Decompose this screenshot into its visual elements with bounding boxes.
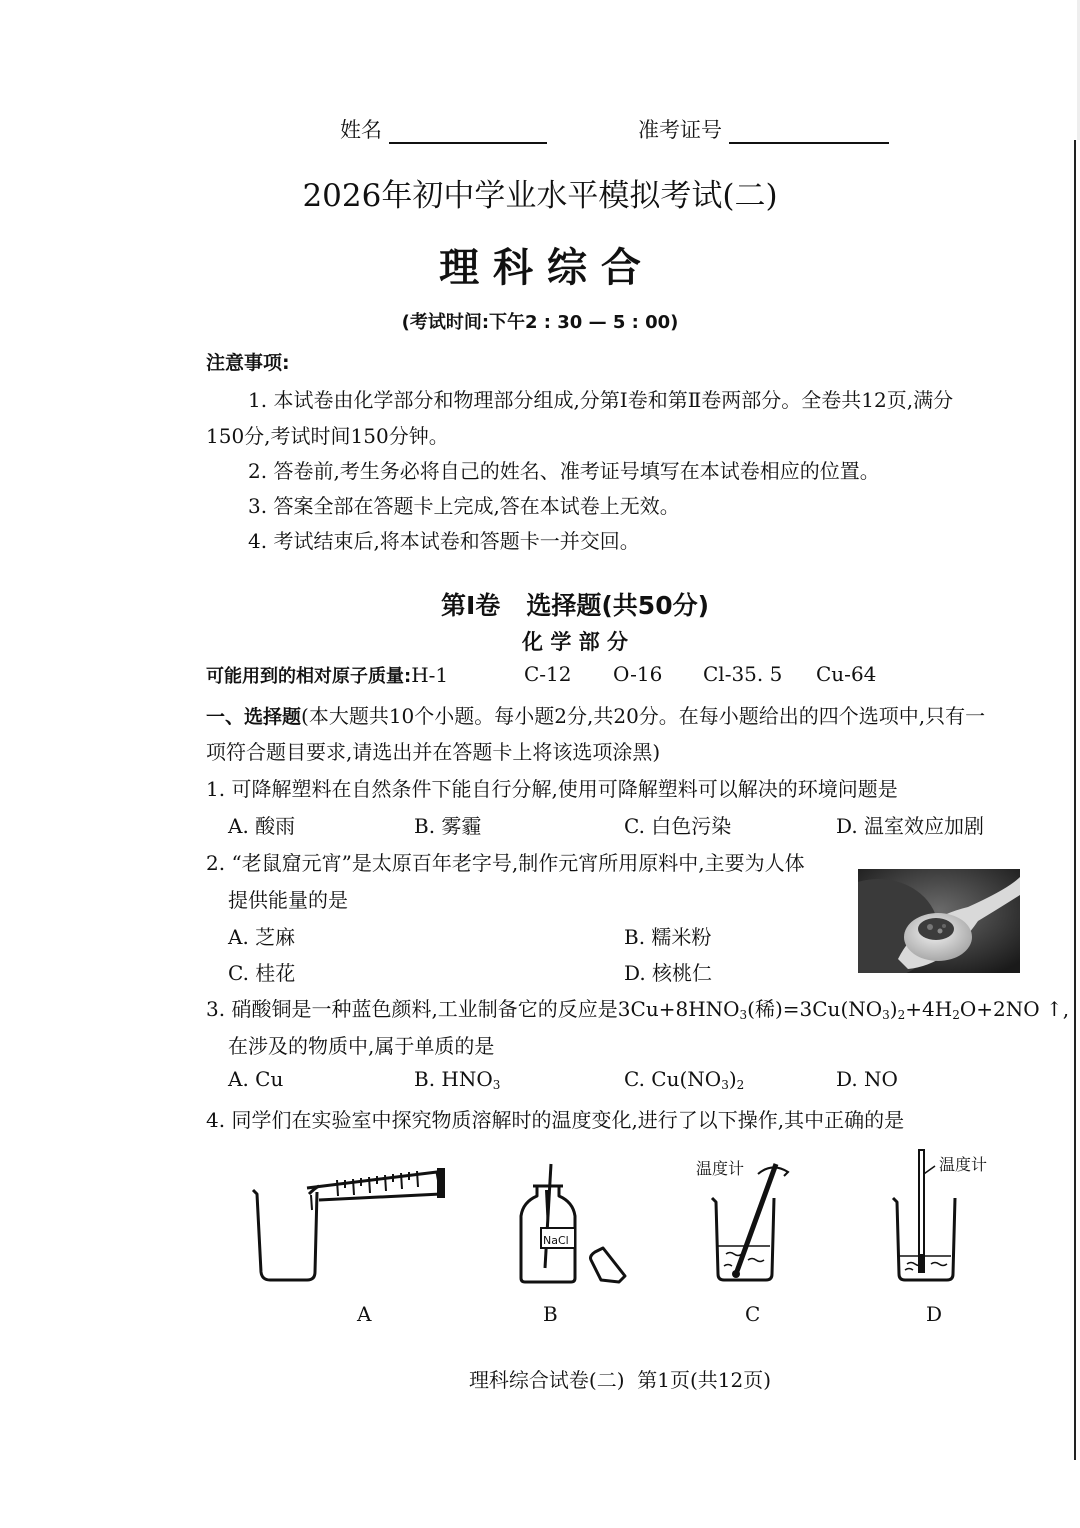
q4-label-a: A <box>357 1302 372 1326</box>
q2-stem-cont: 提供能量的是 <box>228 888 348 912</box>
q3-stem-text: 3. 硝酸铜是一种蓝色颜料,工业制备它的反应是 <box>206 997 618 1021</box>
notice-item-2: 2. 答卷前,考生务必将自己的姓名、准考证号填写在本试卷相应的位置。 <box>248 459 880 483</box>
atomic-mass-cu: Cu-64 <box>816 662 877 686</box>
q3-equation: $3Cu+8HNO_3$(稀)$=3Cu(NO_3)_2+4H_2O+2NO$ ↑, <box>617 997 1070 1022</box>
exam-time: (考试时间:下午2 : 30 — 5 : 00) <box>401 312 679 333</box>
q3-stem <box>206 993 1069 1022</box>
ticket-row <box>638 114 889 144</box>
q2-option-d: D. 核桃仁 <box>624 961 713 985</box>
atomic-mass-label: 可能用到的相对原子质量: <box>206 666 412 687</box>
q1-option-c: C. 白色污染 <box>624 814 732 838</box>
atomic-mass-c: C-12 <box>524 662 572 686</box>
notice-item-1-cont: 150分,考试时间150分钟。 <box>206 424 449 448</box>
q2-option-b: B. 糯米粉 <box>624 925 712 949</box>
q2-option-c: C. 桂花 <box>228 961 296 985</box>
q1-option-a: A. 酸雨 <box>228 814 296 838</box>
q3-option-d: D. NO <box>836 1067 898 1091</box>
page-footer: 理科综合试卷(二) 第1页(共12页) <box>468 1368 772 1392</box>
q3-stem-cont: 在涉及的物质中,属于单质的是 <box>228 1034 495 1058</box>
q2-option-a: A. 芝麻 <box>228 925 296 949</box>
thermometer-label-d: 温度计 <box>939 1155 988 1174</box>
atomic-mass-cl: Cl-35. 5 <box>703 662 783 686</box>
name-label: 姓名 <box>340 118 382 142</box>
q4-figure-d <box>885 1146 1005 1286</box>
thermometer-label-c: 温度计 <box>696 1159 745 1178</box>
yuanxiao-photo <box>858 869 1020 973</box>
notice-heading: 注意事项: <box>206 352 290 374</box>
atomic-mass-o: O-16 <box>613 662 663 686</box>
nacl-label: NaCl <box>543 1234 569 1247</box>
part-heading: 一、选择题 <box>206 706 302 728</box>
atomic-mass-h: H-1 <box>411 663 449 687</box>
q4-figure-c <box>692 1150 802 1285</box>
q4-label-d: D <box>926 1302 943 1326</box>
part-intro-line2: 项符合题目要求,请选出并在答题卡上将该选项涂黑) <box>206 740 661 764</box>
part-intro-line1: (本大题共10个小题。每小题2分,共20分。在每小题给出的四个选项中,只有一 <box>301 704 986 728</box>
ticket-blank <box>729 116 889 144</box>
atomic-mass-row <box>206 662 448 688</box>
q1-option-d: D. 温室效应加剧 <box>836 814 985 838</box>
q4-stem: 4. 同学们在实验室中探究物质溶解时的温度变化,进行了以下操作,其中正确的是 <box>206 1108 905 1132</box>
notice-item-1: 1. 本试卷由化学部分和物理部分组成,分第Ⅰ卷和第Ⅱ卷两部分。全卷共12页,满分 <box>248 388 954 412</box>
q3-option-b: B. $HNO_3$ <box>414 1067 501 1092</box>
notice-item-3: 3. 答案全部在答题卡上完成,答在本试卷上无效。 <box>248 494 680 518</box>
q1-stem: 1. 可降解塑料在自然条件下能自行分解,使用可降解塑料可以解决的环境问题是 <box>206 777 898 801</box>
section-subtitle: 化 学 部 分 <box>522 630 628 654</box>
q3-option-a: A. Cu <box>228 1067 284 1091</box>
section-title: 第Ⅰ卷 选择题(共50分) <box>440 591 710 620</box>
q4-figure-a <box>245 1150 450 1285</box>
notice-item-4: 4. 考试结束后,将本试卷和答题卡一并交回。 <box>248 529 640 553</box>
header-row <box>340 114 547 144</box>
q4-label-b: B <box>543 1302 558 1326</box>
q2-stem: 2. “老鼠窟元宵”是太原百年老字号,制作元宵所用原料中,主要为人体 <box>206 851 805 875</box>
q4-label-c: C <box>745 1302 761 1326</box>
exam-title: 2026年初中学业水平模拟考试(二) <box>302 178 778 214</box>
q4-figure-b <box>515 1160 630 1285</box>
name-blank <box>389 116 547 144</box>
q3-option-c: C. $Cu(NO_3)_2$ <box>624 1067 745 1092</box>
q1-option-b: B. 雾霾 <box>414 814 482 838</box>
subject-title: 理 科 综 合 <box>439 245 641 291</box>
part-intro <box>206 700 985 729</box>
ticket-label: 准考证号 <box>638 118 722 142</box>
